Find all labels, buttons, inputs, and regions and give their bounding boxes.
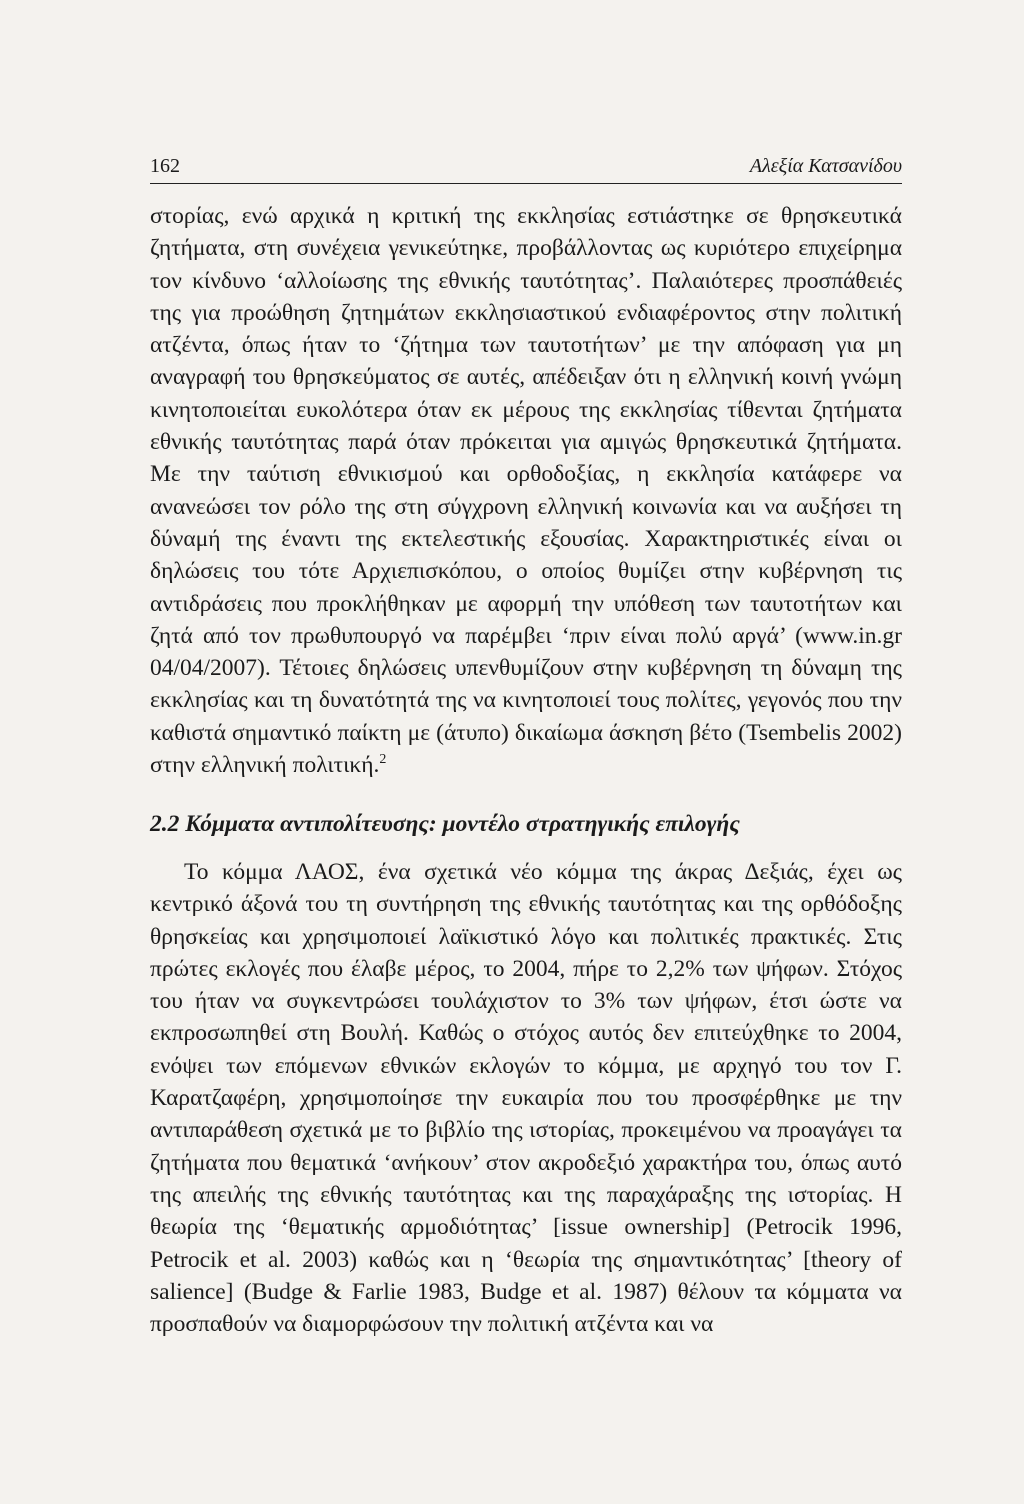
running-head xyxy=(150,155,902,185)
section-heading: 2.2 Κόμματα αντιπολίτευσης: μοντέλο στρατηγικής επιλογής xyxy=(150,811,740,837)
body-paragraph xyxy=(150,200,902,781)
running-head-author: Αλεξία Κατσανίδου xyxy=(749,155,902,177)
footnote-marker[interactable]: 2 xyxy=(379,752,387,768)
header-divider xyxy=(150,183,902,184)
section-paragraph: Το κόμμα ΛΑΟΣ, ένα σχετικά νέο κόμμα της άκρας Δεξιάς, έχει ως κεντρικό άξονά του τη συντήρηση της εθνικής ταυτότητας και της ορθόδοξης θρησκείας και χρησιμοποιεί λαϊκιστικό λόγο και πολιτικές πρακτικές. Στις πρώτες εκλογές που έλαβε μέρος, το 2004, πήρε το 2,2% των ψήφων. Στόχος του ήταν να συγκεντρώσει τουλάχιστον το 3% των ψήφων, έτσι ώστε να εκπροσωπηθεί στη Βουλή. Καθώς ο στόχος αυτός δεν επιτεύχθηκε το 2004, ενόψει των επόμενων εθνικών εκλογών το κόμμα, με αρχηγό του τον Γ. Καρατζαφέρη, χρησιμοποίησε την ευκαιρία που του προσφέρθηκε με την αντιπαράθεση σχετικά με το βιβλίο της ιστορίας, προκειμένου να προαγάγει τα ζητήματα που θεματικά ‘ανήκουν’ στον ακροδεξιό χαρακτήρα του, όπως αυτό της απειλής της εθνικής ταυτότητας και της παραχάραξης της ιστορίας. Η θεωρία της ‘θεματικής αρμοδιότητας’ [issue ownership] (Petrocik 1996, Petrocik et al. 2003) καθώς και η ‘θεωρία της σημαντικότητας’ [theory of salience] (Budge & Farlie 1983, Budge et al. 1987) θέλουν τα κόμματα να προσπαθούν να διαμορφώσουν την πολιτική ατζέντα και να xyxy=(150,859,902,1338)
paragraph-text: στορίας, ενώ αρχικά η κριτική της εκκλησίας εστιάστηκε σε θρησκευτικά ζητήματα, στη συνέχεια γενικεύτηκε, προβάλλοντας ως κυριότερο επιχείρημα τον κίνδυνο ‘αλλοίωσης της εθνικής ταυτότητας’. Παλαιότερες προσπάθειές της για προώθηση ζητημάτων εκκλησιαστικού ενδιαφέροντος στην πολιτική ατζέντα, όπως ήταν το ‘ζήτημα των ταυτοτήτων’ με την απόφαση για μη αναγραφή του θρησκεύματος σε αυτές, απέδειξαν ότι η ελληνική κοινή γνώμη κινητοποιείται ευκολότερα όταν εκ μέρους της εκκλησίας τίθενται ζητήματα εθνικής ταυτότητας παρά όταν πρόκειται για αμιγώς θρησκευτικά ζητήματα. Με την ταύτιση εθνικισμού και ορθοδοξίας, η εκκλησία κατάφερε να ανανεώσει τον ρόλο της στη σύγχρονη ελληνική κοινωνία και να αυξήσει τη δύναμή της έναντι της εκτελεστικής εξουσίας. Χαρακτηριστικές είναι οι δηλώσεις του τότε Αρχιεπισκόπου, ο οποίος θυμίζει στην κυβέρνηση τις αντιδράσεις που προκλήθηκαν με αφορμή την υπόθεση των ταυτοτήτων και ζητά από τον πρωθυπουργό να παρέμβει ‘πριν είναι πολύ αργά’ (www.in.gr 04/04/2007). Τέτοιες δηλώσεις υπενθυμίζουν στην κυβέρνηση τη δύναμη της εκκλησίας και τη δυνατότητά της να κινητοποιεί τους πολίτες, γεγονός που την καθιστά σημαντικό παίκτη με (άτυπο) δικαίωμα άσκηση βέτο (Tsembelis 2002) στην ελληνική πολιτική. xyxy=(150,203,902,779)
page-number: 162 xyxy=(150,155,180,177)
